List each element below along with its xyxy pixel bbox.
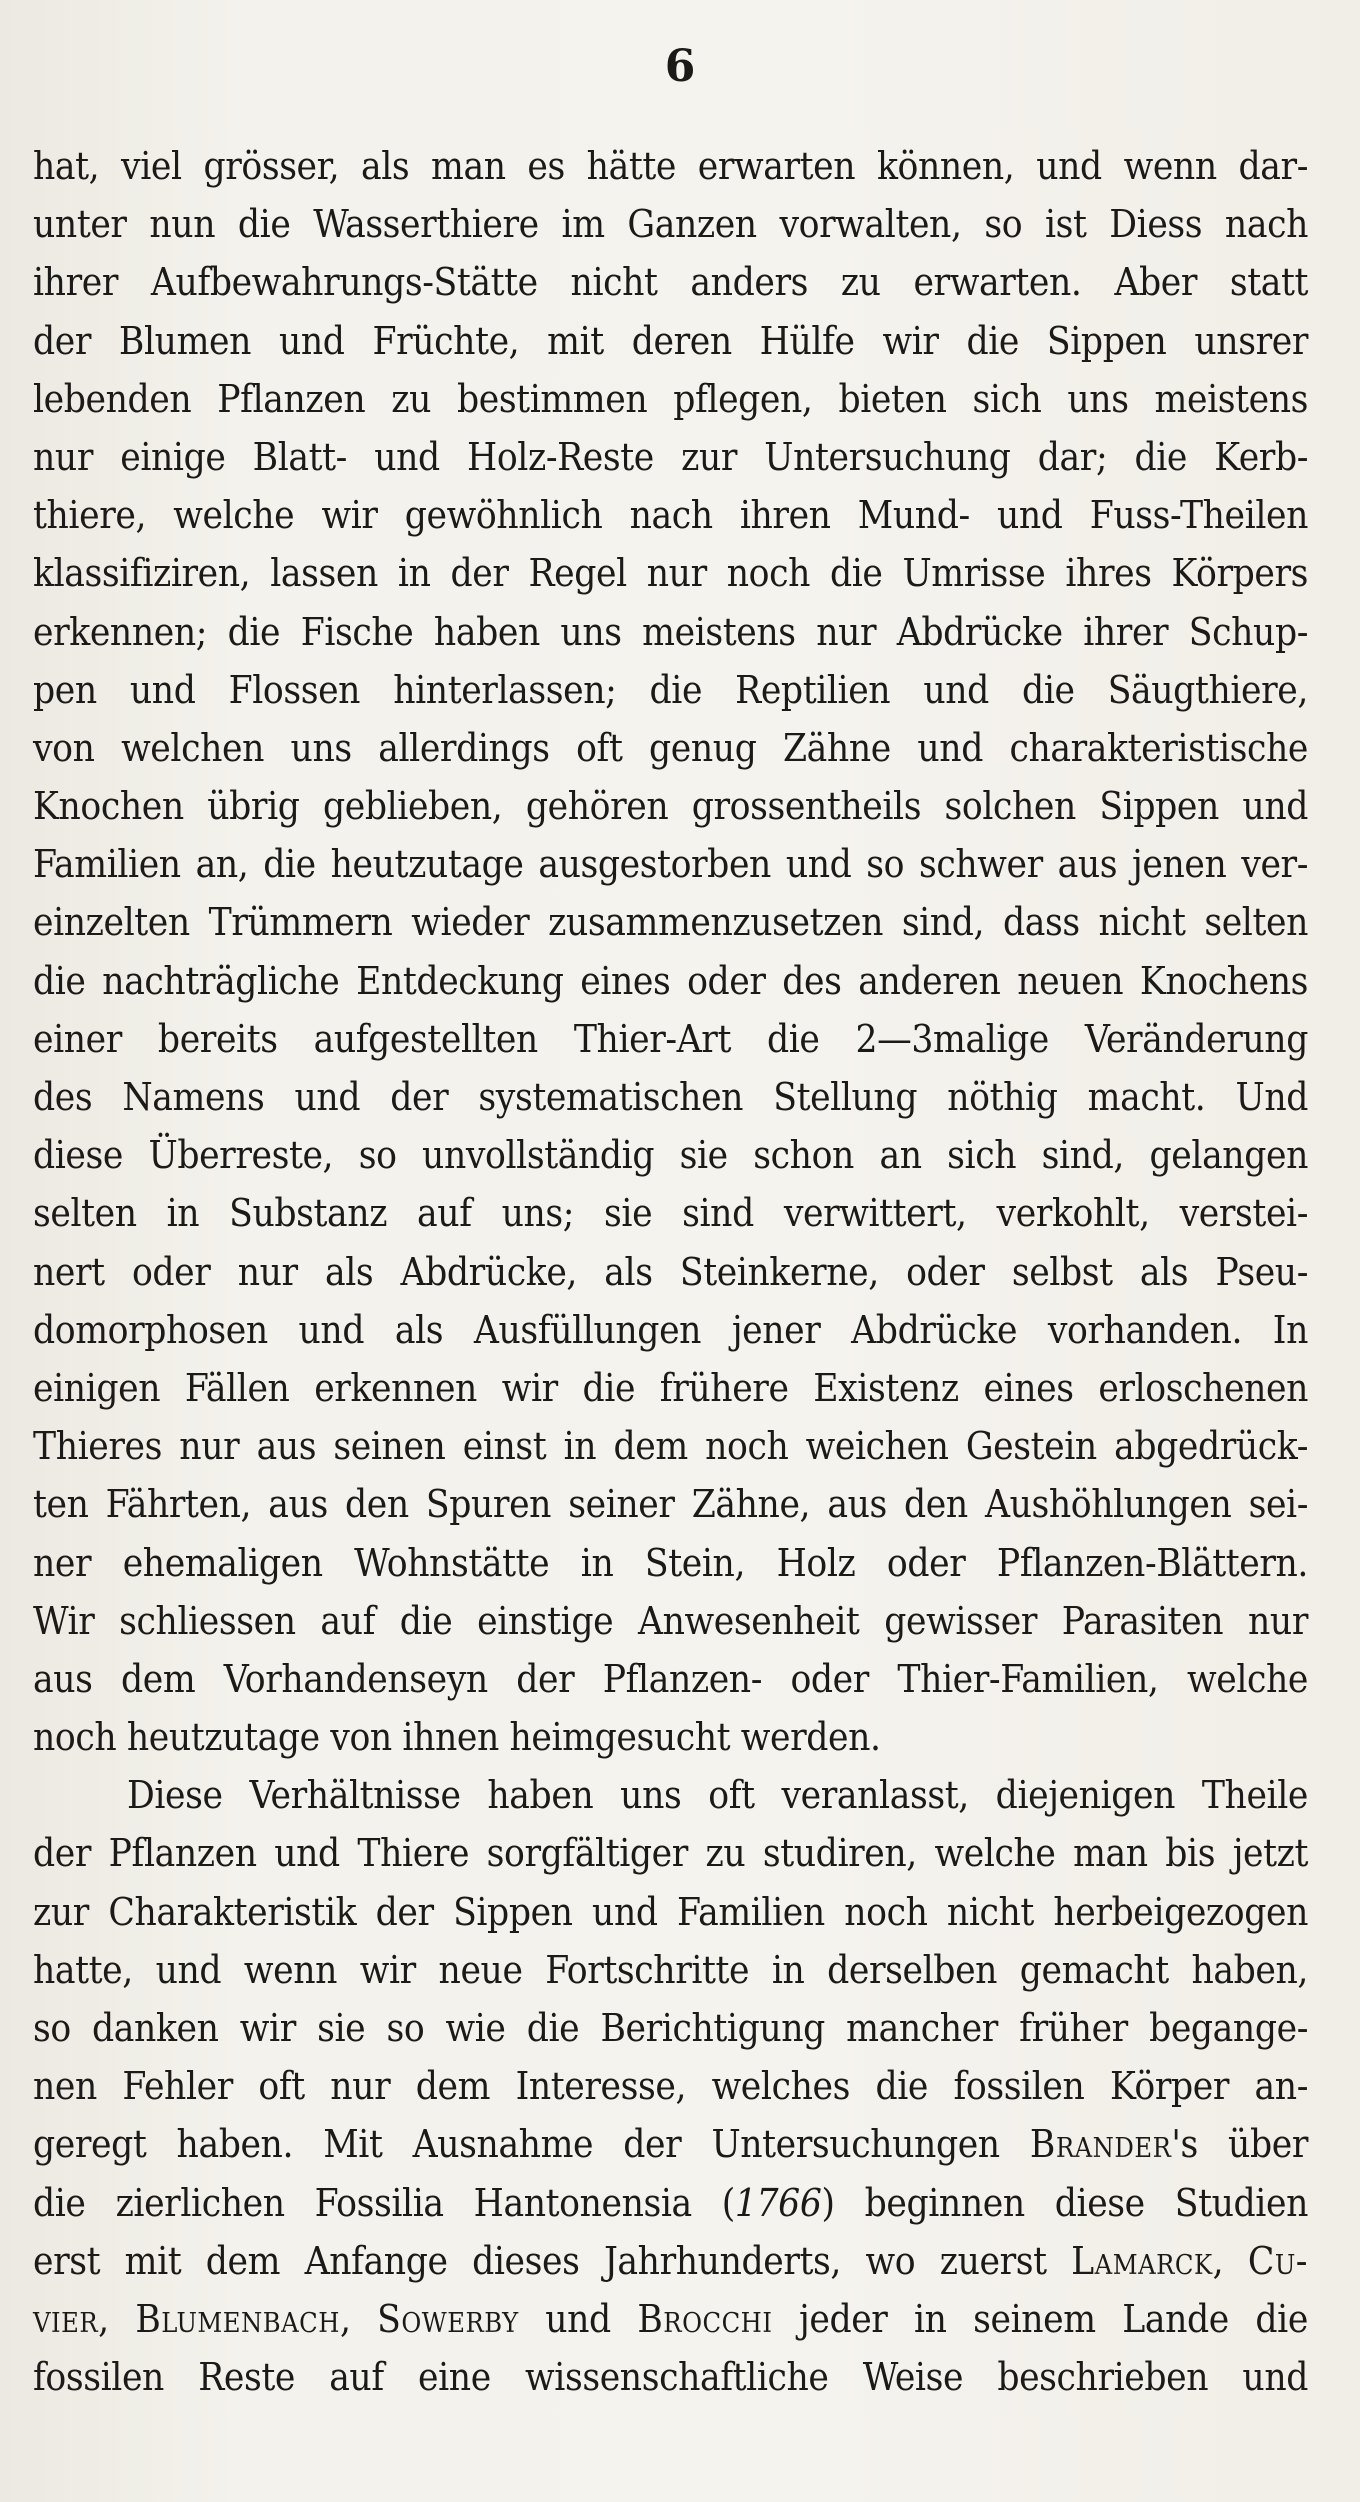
text-run: erst mit dem Anfange dieses Jahrhunderts, wo zuerst [33, 2238, 1047, 2284]
text-line [33, 2175, 1308, 2233]
text-line: Wir schliessen auf die einstige Anwesenheit gewisser Parasiten nur [33, 1598, 1308, 1644]
text-line: thiere, welche wir gewöhnlich nach ihren Mund- und Fuss-Theilen [33, 493, 1308, 539]
text-line: Thieres nur aus seinen einst in dem noch weichen Gestein abgedrück- [33, 1424, 1308, 1470]
author-name: Brocchi [637, 2296, 773, 2342]
text-run: , [1212, 2238, 1224, 2284]
text-line: Diese Verhältnisse haben uns oft veranlasst, diejenigen Theile [127, 1773, 1308, 1819]
author-name: Cu- [1247, 2238, 1308, 2284]
text-line: die nachträgliche Entdeckung eines oder des anderen neuen Knochens [33, 958, 1308, 1004]
text-line: zur Charakteristik der Sippen und Familien noch nicht herbeigezogen [33, 1889, 1308, 1935]
text-run: ) beginnen diese Studien [821, 2180, 1308, 2226]
text-line: einer bereits aufgestellten Thier-Art die 2—3malige Veränderung [33, 1016, 1308, 1062]
text-line: so danken wir sie so wie die Berichtigung mancher früher begange- [33, 2006, 1308, 2051]
text-line: ner ehemaligen Wohnstätte in Stein, Holz oder Pflanzen-Blättern. [33, 1540, 1308, 1586]
text-line [33, 2233, 1308, 2291]
text-line: hat, viel grösser, als man es hätte erwarten können, und wenn dar- [33, 144, 1308, 189]
author-name: Lamarck [1071, 2238, 1213, 2284]
text-line: aus dem Vorhandenseyn der Pflanzen- oder Thier-Familien, welche [33, 1656, 1308, 1702]
text-line: einzelten Trümmern wieder zusammenzusetzen sind, dass nicht selten [33, 900, 1308, 946]
body-text [33, 138, 1308, 2407]
text-run: , [98, 2296, 109, 2342]
text-line: des Namens und der systematischen Stellung nöthig macht. Und [33, 1075, 1308, 1120]
author-name: vier [33, 2296, 99, 2342]
text-run: , [339, 2296, 351, 2342]
text-line: noch heutzutage von ihnen heimgesucht werden. [33, 1715, 881, 1761]
text-line: der Blumen und Früchte, mit deren Hülfe wir die Sippen unsrer [33, 318, 1308, 364]
text-run: 's über [1171, 2122, 1308, 2168]
text-run: und [545, 2296, 611, 2342]
author-name: Blumenbach [135, 2296, 340, 2342]
text-line: hatte, und wenn wir neue Fortschritte in derselben gemacht haben, [33, 1947, 1308, 1993]
text-line: Knochen übrig geblieben, gehören grossentheils solchen Sippen und [33, 784, 1308, 830]
text-line: Familien an, die heutzutage ausgestorben und so schwer aus jenen ver- [33, 842, 1308, 888]
year: 1766 [734, 2180, 822, 2226]
text-line: nen Fehler oft nur dem Interesse, welches die fossilen Körper an- [33, 2064, 1308, 2110]
text-line: nur einige Blatt- und Holz-Reste zur Untersuchung dar; die Kerb- [33, 434, 1308, 480]
text-run: jeder in seinem Lande die [799, 2296, 1308, 2342]
text-line: der Pflanzen und Thiere sorgfältiger zu studiren, welche man bis jetzt [33, 1831, 1308, 1877]
text-line: domorphosen und als Ausfüllungen jener Abdrücke vorhanden. In [33, 1307, 1308, 1353]
text-line [33, 2291, 1308, 2349]
author-name: Sowerby [377, 2296, 519, 2342]
text-line: selten in Substanz auf uns; sie sind verwittert, verkohlt, verstei- [33, 1191, 1308, 1237]
text-line [33, 2116, 1308, 2174]
text-line: nert oder nur als Abdrücke, als Steinkerne, oder selbst als Pseu- [33, 1249, 1308, 1295]
text-line: pen und Flossen hinterlassen; die Reptilien und die Säugthiere, [33, 667, 1308, 713]
page-number: 6 [664, 41, 696, 92]
text-line: von welchen uns allerdings oft genug Zähne und charakteristische [33, 725, 1308, 771]
text-line: klassifiziren, lassen in der Regel nur noch die Umrisse ihres Körpers [33, 551, 1308, 597]
text-run: die zierlichen Fossilia Hantonensia ( [33, 2180, 735, 2226]
text-line: diese Überreste, so unvollständig sie schon an sich sind, gelangen [33, 1133, 1308, 1179]
text-line: erkennen; die Fische haben uns meistens nur Abdrücke ihrer Schup- [33, 609, 1308, 655]
author-name: Brander [1029, 2122, 1172, 2168]
text-run: geregt haben. Mit Ausnahme der Untersuchungen [33, 2122, 1000, 2168]
text-line: unter nun die Wasserthiere im Ganzen vorwalten, so ist Diess nach [33, 202, 1308, 248]
text-line: fossilen Reste auf eine wissenschaftliche Weise beschrieben und [33, 2355, 1308, 2401]
text-line: ten Fährten, aus den Spuren seiner Zähne, aus den Aushöhlungen sei- [33, 1482, 1308, 1528]
text-line: einigen Fällen erkennen wir die frühere Existenz eines erloschenen [33, 1365, 1308, 1411]
text-line: lebenden Pflanzen zu bestimmen pflegen, bieten sich uns meistens [33, 376, 1308, 422]
text-line: ihrer Aufbewahrungs-Stätte nicht anders zu erwarten. Aber statt [33, 260, 1308, 306]
